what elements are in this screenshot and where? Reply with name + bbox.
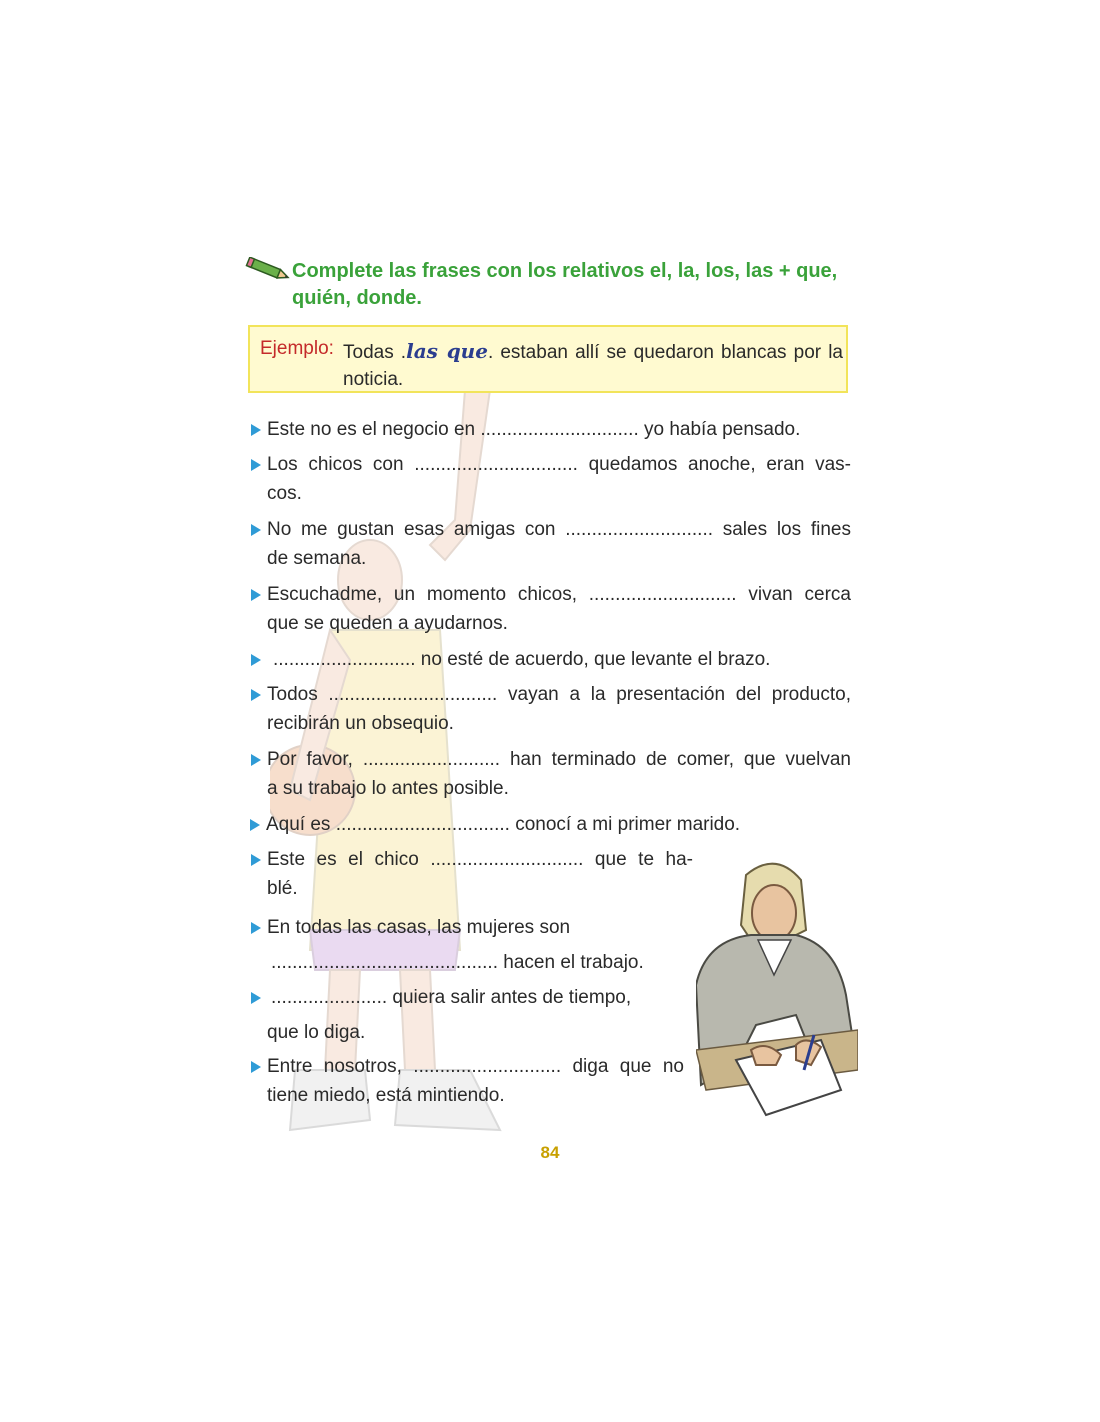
bullet-arrow-icon: [251, 1061, 261, 1073]
bullet-arrow-icon: [251, 922, 261, 934]
exercise-item: [267, 680, 851, 738]
woman-writing-illustration: [696, 855, 858, 1120]
exercise-item: [267, 580, 851, 638]
exercise-line: ........................... no esté de acuerdo, que levante el brazo.: [273, 649, 771, 670]
exercise-line: cos.: [267, 483, 302, 504]
pencil-icon: [245, 257, 291, 285]
bullet-arrow-icon: [251, 854, 261, 866]
bullet-arrow-icon: [251, 754, 261, 766]
exercise-line: Este no es el negocio en .............................. yo había pensado.: [267, 419, 801, 440]
exercise-line: Los chicos con ............................... quedamos anoche, eran vas-: [267, 454, 851, 475]
exercise-line: Este es el chico ............................. que te ha-: [267, 849, 693, 870]
example-line-2: noticia.: [343, 369, 404, 390]
exercise-line: de semana.: [267, 548, 367, 569]
exercise-line: a su trabajo lo antes posible.: [267, 778, 509, 799]
example-label: Ejemplo:: [260, 338, 334, 359]
bullet-arrow-icon: [251, 654, 261, 666]
bullet-arrow-icon: [251, 992, 261, 1004]
exercise-line: Por favor, .......................... han terminado de comer, que vuelvan: [267, 749, 851, 770]
example-sentence: [343, 338, 843, 393]
bullet-arrow-icon: [251, 524, 261, 536]
exercise-item: [267, 515, 851, 573]
exercise-item: [267, 980, 687, 1050]
exercise-line: blé.: [267, 878, 298, 899]
example-after: . estaban allí se quedaron blancas por la: [487, 342, 843, 363]
bullet-arrow-icon: [251, 689, 261, 701]
exercise-line: que se queden a ayudarnos.: [267, 613, 508, 634]
exercise-line: ...................... quiera salir antes de tiempo,: [271, 987, 632, 1008]
exercise-line: Aquí es ................................. conocí a mi primer marido.: [266, 814, 741, 835]
exercise-line: que lo diga.: [267, 1022, 366, 1043]
exercise-instruction: [292, 258, 854, 312]
exercise-item: [267, 450, 851, 508]
exercise-item: [267, 910, 687, 980]
exercise-line: recibirán un obsequio.: [267, 713, 454, 734]
exercise-line: No me gustan esas amigas con ............................ sales los fines: [267, 519, 851, 540]
exercise-line: Todos ................................ vayan a la presentación del producto,: [267, 684, 851, 705]
exercise-line: En todas las casas, las mujeres son: [267, 917, 571, 938]
example-before: Todas .: [343, 342, 407, 363]
page-number: 84: [540, 1143, 560, 1162]
exercise-line: Escuchadme, un momento chicos, ............................ vivan cerca: [267, 584, 851, 605]
bullet-arrow-icon: [251, 589, 261, 601]
example-box: [248, 325, 848, 393]
exercise-line: Entre nosotros, ............................ diga que no: [267, 1056, 684, 1077]
exercise-line: ........................................... hacen el trabajo.: [271, 952, 644, 973]
exercise-item: [267, 415, 832, 444]
bullet-arrow-icon: [251, 424, 261, 436]
bullet-arrow-icon: [251, 459, 261, 471]
instruction-line-2: quién, donde.: [292, 287, 422, 309]
exercise-item: [267, 745, 851, 803]
example-answer: las que: [406, 339, 488, 363]
exercise-item: [267, 1052, 684, 1110]
bullet-arrow-icon: [250, 819, 260, 831]
instruction-line-1: Complete las frases con los relativos el, la, los, las + que,: [292, 260, 838, 282]
exercise-item: [267, 645, 832, 674]
exercise-item: [266, 810, 831, 839]
exercise-item: [267, 845, 693, 903]
exercise-line: tiene miedo, está mintiendo.: [267, 1085, 505, 1106]
